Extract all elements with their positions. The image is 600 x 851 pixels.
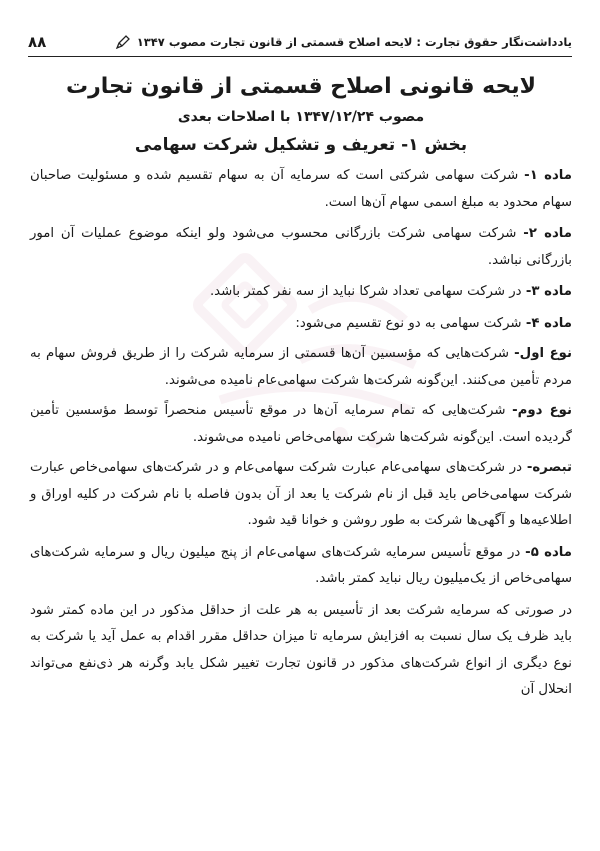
article-5-continuation <box>30 598 572 704</box>
article-text: در موقع تأسیس سرمایه شرکت‌های سهامی‌عام از پنج میلیون ریال و سرمایه شرکت‌های سهامی‌خاص از یک‌میلیون ریال نباید کمتر باشد. <box>30 544 572 586</box>
article-text: شرکت سهامی شرکتی است که سرمایه آن به سهام تقسیم شده و مسئولیت صاحبان سهام محدود به مبلغ اسمی سهام آن‌ها است. <box>30 168 572 210</box>
article-text: در شرکت سهامی تعداد شرکا نباید از سه نفر کمتر باشد. <box>209 284 526 299</box>
document-body <box>30 74 572 831</box>
page-number: ۸۸ <box>28 33 47 51</box>
running-header <box>28 28 572 57</box>
article-3 <box>30 279 572 306</box>
pen-icon <box>115 34 131 50</box>
article-text: در شرکت‌های سهامی‌عام عبارت شرکت سهامی‌عام و در شرکت‌های سهامی‌خاص عبارت شرکت سهامی‌خاص باید قبل از نام شرکت یا بعد از آن بدون فاصله با نام شرکت در کلیه اوراق و اطلاعیه‌ها و آگهی‌ها شرکت به طور روشن و خوانا قید شود. <box>30 460 572 528</box>
article-lead: نوع اول- <box>514 346 572 361</box>
note <box>30 455 572 535</box>
type-two <box>30 398 572 451</box>
article-text: در صورتی که سرمایه شرکت بعد از تأسیس به هر علت از حداقل مذکور در این ماده کمتر شود باید ظرف یک سال نسبت به افزایش سرمایه تا میزان حداقل مقرر اقدام به عمل آید یا شرکت به نوع دیگری از انواع شرکت‌های مذکور در قانون تجارت تغییر شکل یابد وگرنه هر ذی‌نفع می‌تواند انحلال آن <box>30 602 572 697</box>
article-lead: ماده ۲- <box>523 226 572 241</box>
article-2 <box>30 221 572 274</box>
article-text: شرکت سهامی به دو نوع تقسیم می‌شود: <box>295 315 526 331</box>
running-title-group <box>115 34 572 50</box>
article-lead: تبصره- <box>526 460 572 475</box>
document-subtitle: مصوب ۱۳۴۷/۱۲/۲۴ با اصلاحات بعدی <box>177 109 425 125</box>
article-lead: نوع دوم- <box>512 403 572 418</box>
article-4 <box>30 311 572 338</box>
article-text: شرکت‌هایی که تمام سرمایه آن‌ها در موقع تأسیس منحصراً توسط مؤسسین تأمین گردیده است. این‌گونه شرکت‌ها شرکت سهامی‌خاص نامیده می‌شوند. <box>30 403 572 445</box>
type-one <box>30 341 572 394</box>
article-lead: ماده ۱- <box>524 168 572 183</box>
article-lead: ماده ۳- <box>525 284 572 299</box>
article-text: شرکت سهامی شرکت بازرگانی محسوب می‌شود ولو اینکه موضوع عملیات آن امور بازرگانی نباشد. <box>30 226 572 268</box>
running-title: یادداشت‌نگار حقوق تجارت : لایحه اصلاح قسمتی از قانون تجارت مصوب ۱۳۴۷ <box>136 35 572 49</box>
article-5 <box>30 540 572 593</box>
section-heading: بخش ۱- تعریف و تشکیل شرکت سهامی <box>134 135 468 155</box>
article-text: شرکت‌هایی که مؤسسین آن‌ها قسمتی از سرمایه شرکت را از طریق فروش سهام به مردم تأمین می‌کنند. این‌گونه شرکت‌ها شرکت سهامی‌عام نامیده می‌شوند. <box>30 346 572 388</box>
article-lead: ماده ۵- <box>525 544 572 560</box>
article-lead: ماده ۴- <box>525 315 572 331</box>
article-1 <box>30 163 572 216</box>
document-title: لایحه قانونی اصلاح قسمتی از قانون تجارت <box>65 74 537 99</box>
